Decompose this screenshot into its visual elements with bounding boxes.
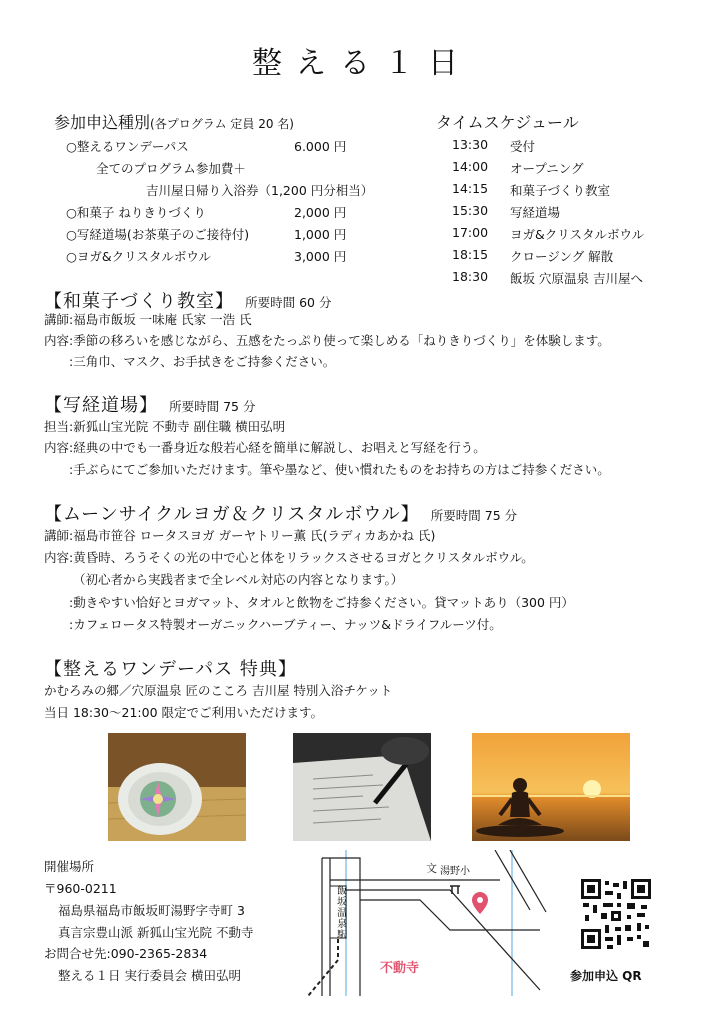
section-line: （初心者から実践者まで全レベル対応の内容となります。） (44, 572, 404, 587)
venue-committee: 整える１日 実行委員会 横田弘明 (58, 968, 241, 983)
section-line: 内容:黄昏時、ろうそくの光の中で心と体をリラックスさせるヨガとクリスタルボウル。 (44, 550, 534, 565)
schedule-event: 飯坂 穴原温泉 吉川屋へ (510, 271, 643, 286)
schedule-heading: タイムスケジュール (436, 113, 579, 132)
svg-text:文: 文 (426, 862, 437, 875)
schedule-event: クロージング 解散 (510, 249, 614, 264)
qr-label: 参加申込 QR (570, 969, 642, 983)
fee-price: 3,000 円 (294, 249, 347, 264)
fee-label: 全てのプログラム参加費＋ (96, 161, 246, 176)
section-duration: 所要時間 60 分 (245, 295, 332, 310)
fee-price: 2,000 円 (294, 205, 347, 220)
section-heading: 【ムーンサイクルヨガ＆クリスタルボウル】 (44, 504, 420, 525)
section-line: 講師:福島市飯坂 一味庵 氏家 一浩 氏 (44, 312, 252, 327)
section-line: かむろみの郷／穴原温泉 匠のこころ 吉川屋 特別入浴チケット (44, 683, 393, 698)
fee-price: 1,000 円 (294, 227, 347, 242)
fees-heading-row (54, 110, 294, 133)
shakyo-photo (293, 733, 431, 841)
section-line: :動きやすい恰好とヨガマット、タオルと飲物をご持参ください。貸マットあり（300 円） (44, 595, 574, 610)
section-line: 講師:福島市笹谷 ロータスヨガ ガーヤトリー薫 氏(ラディカあかね 氏) (44, 528, 436, 543)
section-heading-row (44, 500, 517, 526)
map-temple-label: 不動寺 (380, 961, 420, 976)
fees-heading: 参加申込種別 (54, 113, 151, 132)
schedule-time: 18:30 (452, 269, 489, 284)
venue-address: 福島県福島市飯坂町湯野字寺町 3 (58, 903, 245, 918)
fee-label: ○ヨガ&クリスタルボウル (66, 249, 212, 264)
section-line: :三角巾、マスク、お手拭きをご持参ください。 (44, 354, 336, 369)
wagashi-photo (108, 733, 246, 841)
section-duration: 所要時間 75 分 (430, 508, 518, 523)
qr-code[interactable] (581, 879, 651, 949)
fee-label: ○写経道場(お茶菓子のご接待付) (66, 227, 250, 242)
schedule-time: 15:30 (452, 203, 489, 218)
section-duration: 所要時間 75 分 (169, 399, 256, 414)
section-heading: 【和菓子づくり教室】 (44, 291, 234, 312)
schedule-time: 18:15 (452, 247, 489, 262)
schedule-event: 和菓子づくり教室 (510, 183, 611, 198)
venue-heading: 開催場所 (44, 859, 95, 874)
section-line: :手ぶらにてご参加いただけます。筆や墨など、使い慣れたものをお持ちの方はご持参ください。 (44, 462, 610, 477)
venue-temple: 真言宗豊山派 新狐山宝光院 不動寺 (58, 925, 254, 940)
schedule-time: 14:15 (452, 181, 489, 196)
section-line: :カフェロータス特製オーガニックハーブティー、ナッツ&ドライフルーツ付。 (44, 617, 502, 632)
map-school-label: 湯野小 (440, 866, 470, 877)
schedule-event: 受付 (510, 139, 536, 154)
schedule-event: 写経道場 (510, 205, 561, 220)
fee-label: ○和菓子 ねりきりづくり (66, 205, 206, 220)
fee-price: 6.000 円 (294, 139, 347, 154)
schedule-time: 17:00 (452, 225, 489, 240)
fee-label: ○整えるワンデーパス (66, 139, 189, 154)
venue-contact: お問合せ先:090-2365-2834 (44, 946, 208, 961)
schedule-time: 13:30 (452, 137, 489, 152)
fee-label: 吉川屋日帰り入浴券（1,200 円分相当） (146, 183, 374, 198)
section-heading-row (44, 391, 255, 417)
section-line: 担当:新狐山宝光院 不動寺 副住職 横田弘明 (44, 419, 286, 434)
schedule-time: 14:00 (452, 159, 489, 174)
schedule-event: ヨガ&クリスタルボウル (510, 227, 645, 242)
fees-heading-note: (各プログラム 定員 20 名) (150, 117, 294, 131)
section-heading: 【写経道場】 (44, 395, 158, 416)
section-heading-row (44, 655, 297, 681)
section-line: 内容:季節の移ろいを感じながら、五感をたっぷり使って楽しめる「ねりきりづくり」を体験します。 (44, 333, 610, 348)
yoga-photo (472, 733, 630, 841)
section-line: 内容:経典の中でも一番身近な般若心経を簡単に解説し、お唱えと写経を行う。 (44, 440, 486, 455)
venue-postal: 〒960-0211 (44, 881, 117, 896)
map-station-label: 飯坂温泉駅 (337, 886, 347, 941)
section-line: 当日 18:30～21:00 限定でご利用いただけます。 (44, 705, 323, 720)
section-heading: 【整えるワンデーパス 特典】 (44, 659, 297, 680)
schedule-event: オープニング (510, 161, 584, 176)
page-title: 整える１日 (252, 46, 472, 81)
